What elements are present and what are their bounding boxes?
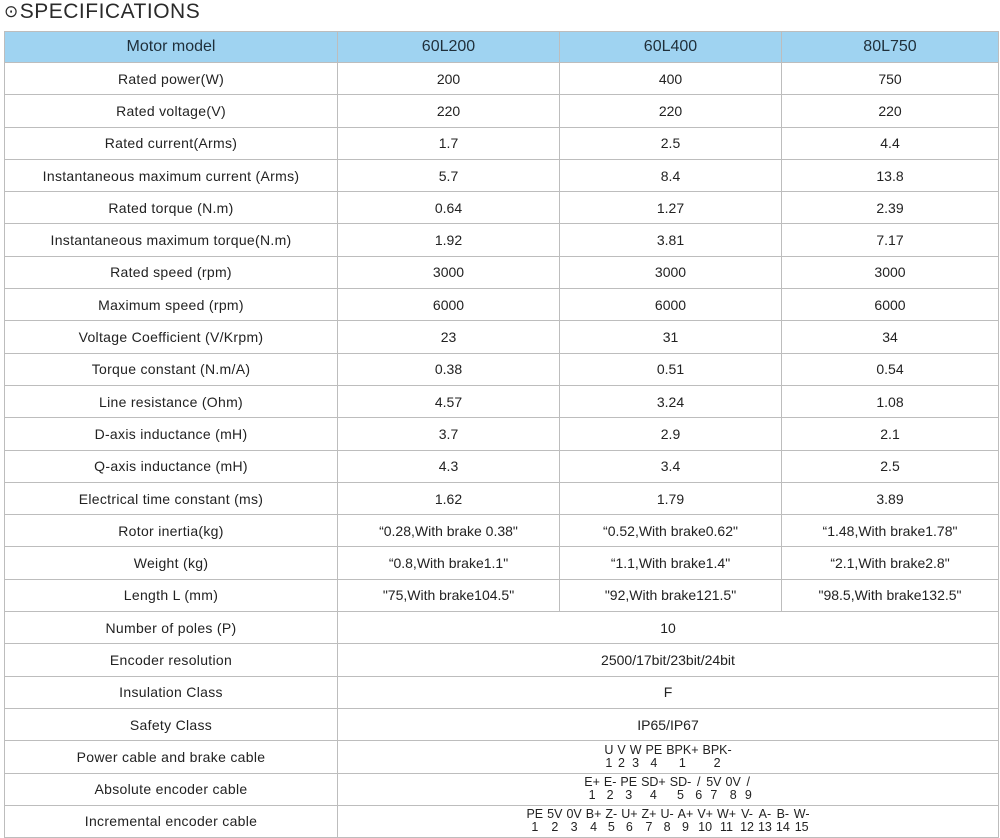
page-title xyxy=(4,0,200,28)
row-value: 220 xyxy=(338,95,560,127)
title-text: SPECIFICATIONS xyxy=(19,0,201,23)
pin-number: 1 xyxy=(605,755,613,770)
row-value: 8.4 xyxy=(560,159,782,191)
pin-list xyxy=(524,808,811,834)
row-label: Number of poles (P) xyxy=(5,612,338,644)
pin-number: 12 xyxy=(740,820,754,835)
pin-number: 6 xyxy=(625,820,633,835)
row-value: 34 xyxy=(782,321,999,353)
table-row xyxy=(5,579,999,611)
row-value: “1.48,With brake1.78" xyxy=(782,515,999,547)
pin-signal: U xyxy=(604,742,614,757)
row-label: Weight (kg) xyxy=(5,547,338,579)
row-label: Rated power(W) xyxy=(5,63,338,95)
row-value: 1.27 xyxy=(560,192,782,224)
table-row xyxy=(5,256,999,288)
pin-number: 10 xyxy=(698,820,713,835)
row-value: 1.62 xyxy=(338,482,560,514)
pin-item xyxy=(666,744,698,770)
row-value: "92,With brake121.5" xyxy=(560,579,782,611)
pin-number: 4 xyxy=(590,820,598,835)
row-value: “0.8,With brake1.1" xyxy=(338,547,560,579)
row-label: Power cable and brake cable xyxy=(5,741,338,773)
row-value: 13.8 xyxy=(782,159,999,191)
table-row xyxy=(5,450,999,482)
table-row xyxy=(5,159,999,191)
pin-list xyxy=(582,776,754,802)
pin-number: 8 xyxy=(663,820,671,835)
pin-item xyxy=(604,776,617,802)
pin-signal: Z- xyxy=(605,807,618,822)
shared-value: IP65/IP67 xyxy=(338,708,999,740)
pin-signal: PE xyxy=(526,807,544,822)
pin-item xyxy=(740,808,754,834)
table-row xyxy=(5,676,999,708)
row-value: “1.1,With brake1.4" xyxy=(560,547,782,579)
pin-number: 7 xyxy=(710,788,718,803)
pin-item xyxy=(706,776,721,802)
row-value: 7.17 xyxy=(782,224,999,256)
row-value: 5.7 xyxy=(338,159,560,191)
row-value: 3.89 xyxy=(782,482,999,514)
row-label: Torque constant (N.m/A) xyxy=(5,353,338,385)
pin-number: 3 xyxy=(625,788,633,803)
row-value: 2.9 xyxy=(560,418,782,450)
pin-assignment-cell xyxy=(338,805,999,837)
pin-item xyxy=(621,808,637,834)
pin-signal: B+ xyxy=(585,807,602,822)
row-label: Length L (mm) xyxy=(5,579,338,611)
pin-number: 9 xyxy=(682,820,689,835)
circle-dot-icon: ⊙ xyxy=(4,2,19,21)
header-cell-model: Motor model xyxy=(5,32,338,63)
pin-assignment-cell xyxy=(338,773,999,805)
pin-item xyxy=(695,776,702,802)
row-label: Rated current(Arms) xyxy=(5,127,338,159)
pin-number: 1 xyxy=(588,788,596,803)
row-value: 3000 xyxy=(560,256,782,288)
table-row xyxy=(5,805,999,837)
pin-item xyxy=(758,808,772,834)
pin-signal: BPK- xyxy=(702,742,732,757)
table-row xyxy=(5,321,999,353)
row-value: 2.5 xyxy=(782,450,999,482)
pin-item xyxy=(678,808,694,834)
pin-item xyxy=(620,776,637,802)
pin-number: 8 xyxy=(729,788,737,803)
table-row xyxy=(5,741,999,773)
pin-number: 2 xyxy=(618,755,625,770)
row-value: “0.52,With brake0.62" xyxy=(560,515,782,547)
pin-item xyxy=(584,776,600,802)
pin-signal: PE xyxy=(620,775,638,790)
pin-number: 5 xyxy=(677,788,684,803)
pin-item xyxy=(670,776,692,802)
pin-number: 15 xyxy=(794,820,809,835)
pin-item xyxy=(630,744,642,770)
pin-item xyxy=(703,744,732,770)
pin-signal: PE xyxy=(645,742,663,757)
row-value: 0.51 xyxy=(560,353,782,385)
pin-item xyxy=(566,808,581,834)
row-label: Safety Class xyxy=(5,708,338,740)
pin-item xyxy=(547,808,562,834)
row-value: 3.81 xyxy=(560,224,782,256)
row-value: 4.57 xyxy=(338,385,560,417)
row-label: Rated speed (rpm) xyxy=(5,256,338,288)
table-row xyxy=(5,644,999,676)
row-value: 0.54 xyxy=(782,353,999,385)
pin-signal: V+ xyxy=(697,807,713,822)
row-value: 3.4 xyxy=(560,450,782,482)
pin-item xyxy=(726,776,741,802)
table-row xyxy=(5,127,999,159)
pin-signal: V- xyxy=(741,807,753,822)
pin-item xyxy=(776,808,790,834)
row-value: 6000 xyxy=(782,289,999,321)
table-row xyxy=(5,482,999,514)
pin-number: 3 xyxy=(632,755,640,770)
row-value: 6000 xyxy=(560,289,782,321)
pin-number: 14 xyxy=(775,820,790,835)
row-value: 0.38 xyxy=(338,353,560,385)
row-value: 1.08 xyxy=(782,385,999,417)
row-label: Line resistance (Ohm) xyxy=(5,385,338,417)
pin-signal: W- xyxy=(793,807,810,822)
pin-number: 6 xyxy=(695,788,703,803)
row-value: "75,With brake104.5" xyxy=(338,579,560,611)
pin-signal: E+ xyxy=(584,775,600,790)
pin-signal: / xyxy=(697,775,701,790)
pin-list xyxy=(602,744,733,770)
pin-number: 13 xyxy=(757,820,772,835)
table-row xyxy=(5,353,999,385)
row-value: 2.39 xyxy=(782,192,999,224)
pin-signal: U+ xyxy=(621,807,638,822)
row-value: 6000 xyxy=(338,289,560,321)
pin-number: 2 xyxy=(551,820,559,835)
pin-signal: SD- xyxy=(669,775,692,790)
pin-number: 1 xyxy=(531,820,539,835)
pin-signal: V xyxy=(617,742,626,757)
pin-signal: 0V xyxy=(725,775,741,790)
pin-number: 9 xyxy=(744,788,752,803)
pin-signal: B- xyxy=(776,807,790,822)
pin-signal: 5V xyxy=(706,775,722,790)
pin-signal: Z+ xyxy=(641,807,657,822)
pin-item xyxy=(605,808,617,834)
table-row xyxy=(5,708,999,740)
row-value: 2.1 xyxy=(782,418,999,450)
row-label: Rated voltage(V) xyxy=(5,95,338,127)
pin-signal: A+ xyxy=(677,807,694,822)
row-label: Encoder resolution xyxy=(5,644,338,676)
pin-assignment-cell xyxy=(338,741,999,773)
row-value: “0.28,With brake 0.38" xyxy=(338,515,560,547)
header-cell-60l400: 60L400 xyxy=(560,32,782,63)
pin-item xyxy=(641,776,666,802)
row-label: Rated torque (N.m) xyxy=(5,192,338,224)
header-row xyxy=(5,32,999,63)
row-value: 750 xyxy=(782,63,999,95)
pin-number: 1 xyxy=(678,755,686,770)
pin-item xyxy=(586,808,602,834)
row-label: Q-axis inductance (mH) xyxy=(5,450,338,482)
row-label: Absolute encoder cable xyxy=(5,773,338,805)
pin-signal: E- xyxy=(603,775,617,790)
pin-signal: BPK+ xyxy=(666,742,699,757)
row-label: Voltage Coefficient (V/Krpm) xyxy=(5,321,338,353)
row-label: Maximum speed (rpm) xyxy=(5,289,338,321)
pin-item xyxy=(526,808,543,834)
row-value: 400 xyxy=(560,63,782,95)
row-value: 3000 xyxy=(782,256,999,288)
row-label: Insulation Class xyxy=(5,676,338,708)
row-value: "98.5,With brake132.5" xyxy=(782,579,999,611)
pin-number: 2 xyxy=(606,788,614,803)
row-value: 1.7 xyxy=(338,127,560,159)
table-row xyxy=(5,547,999,579)
table-row xyxy=(5,612,999,644)
shared-value: 10 xyxy=(338,612,999,644)
table-row xyxy=(5,289,999,321)
table-row xyxy=(5,95,999,127)
pin-signal: W+ xyxy=(716,807,737,822)
table-row xyxy=(5,773,999,805)
row-value: 0.64 xyxy=(338,192,560,224)
row-value: 1.92 xyxy=(338,224,560,256)
pin-item xyxy=(617,744,625,770)
table-row xyxy=(5,385,999,417)
row-value: 4.4 xyxy=(782,127,999,159)
header-cell-80l750: 80L750 xyxy=(782,32,999,63)
row-label: Instantaneous maximum torque(N.m) xyxy=(5,224,338,256)
pin-item xyxy=(794,808,810,834)
pin-item xyxy=(604,744,613,770)
pin-signal: SD+ xyxy=(641,775,666,790)
row-value: 3.24 xyxy=(560,385,782,417)
row-value: 23 xyxy=(338,321,560,353)
pin-signal: 5V xyxy=(547,807,563,822)
pin-item xyxy=(697,808,713,834)
pin-number: 3 xyxy=(570,820,578,835)
row-label: D-axis inductance (mH) xyxy=(5,418,338,450)
pin-number: 5 xyxy=(607,820,615,835)
pin-signal: / xyxy=(746,775,751,790)
table-row xyxy=(5,418,999,450)
table-row xyxy=(5,224,999,256)
header-cell-60l200: 60L200 xyxy=(338,32,560,63)
pin-signal: 0V xyxy=(566,807,582,822)
pin-signal: A- xyxy=(758,807,772,822)
row-value: “2.1,With brake2.8" xyxy=(782,547,999,579)
table-row xyxy=(5,192,999,224)
pin-item xyxy=(660,808,673,834)
row-label: Incremental encoder cable xyxy=(5,805,338,837)
row-value: 4.3 xyxy=(338,450,560,482)
row-value: 220 xyxy=(782,95,999,127)
pin-item xyxy=(646,744,663,770)
pin-signal: U- xyxy=(660,807,674,822)
table-row xyxy=(5,515,999,547)
pin-number: 7 xyxy=(645,820,653,835)
row-value: 1.79 xyxy=(560,482,782,514)
row-label: Instantaneous maximum current (Arms) xyxy=(5,159,338,191)
pin-number: 11 xyxy=(720,820,733,835)
pin-number: 2 xyxy=(713,755,721,770)
row-value: 200 xyxy=(338,63,560,95)
pin-item xyxy=(717,808,736,834)
pin-item xyxy=(642,808,657,834)
shared-value: 2500/17bit/23bit/24bit xyxy=(338,644,999,676)
row-label: Electrical time constant (ms) xyxy=(5,482,338,514)
row-label: Rotor inertia(kg) xyxy=(5,515,338,547)
specifications-table xyxy=(4,31,999,838)
pin-number: 4 xyxy=(649,788,657,803)
pin-signal: W xyxy=(629,742,642,757)
pin-number: 4 xyxy=(650,755,658,770)
pin-item xyxy=(745,776,752,802)
row-value: 220 xyxy=(560,95,782,127)
row-value: 2.5 xyxy=(560,127,782,159)
row-value: 3.7 xyxy=(338,418,560,450)
shared-value: F xyxy=(338,676,999,708)
table-row xyxy=(5,63,999,95)
row-value: 31 xyxy=(560,321,782,353)
row-value: 3000 xyxy=(338,256,560,288)
